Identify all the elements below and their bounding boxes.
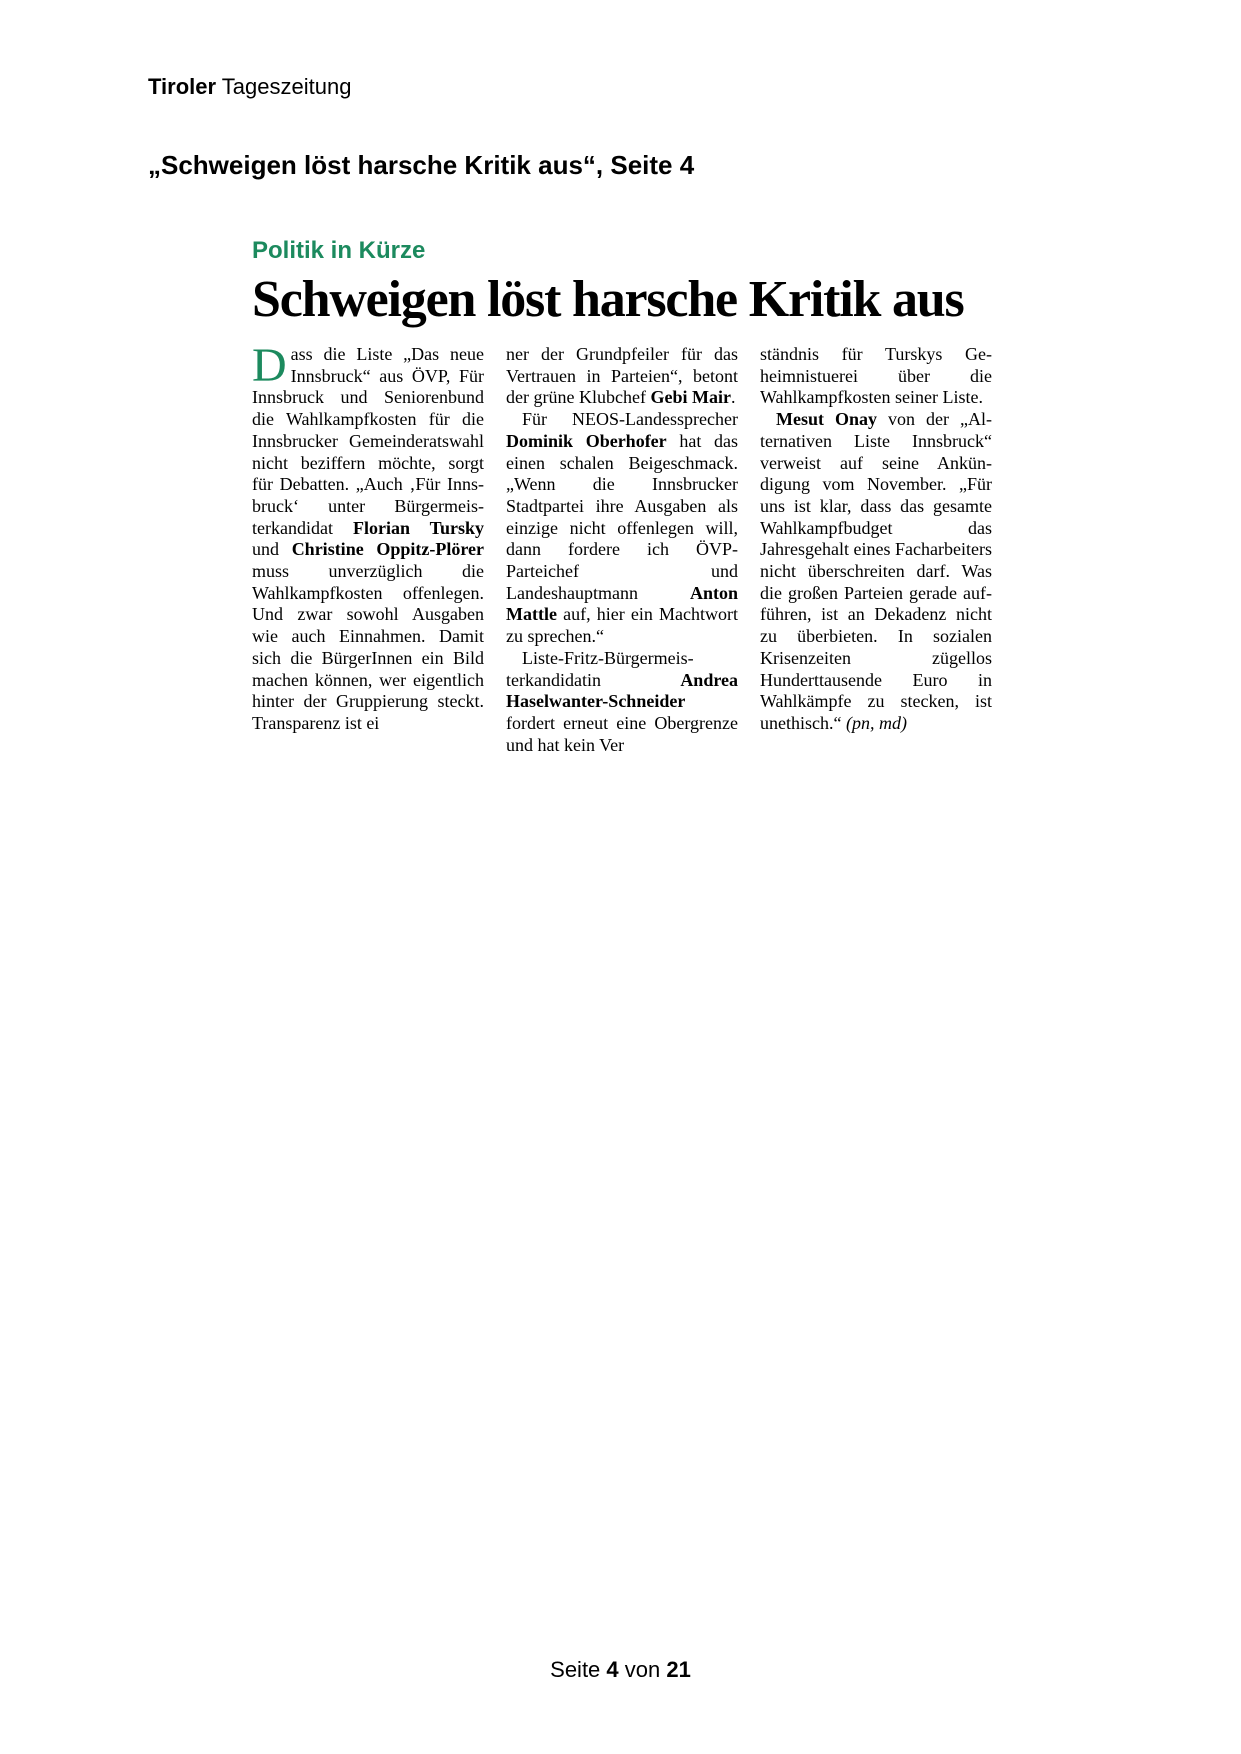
article-column-2 (506, 344, 738, 756)
paragraph (506, 409, 738, 648)
masthead-bold: Tiroler (148, 74, 217, 99)
paragraph (506, 648, 738, 757)
article-rubric: Politik in Kürze (252, 237, 426, 264)
paragraph (760, 409, 992, 735)
text-segment: . (730, 387, 736, 408)
name-andrea-haselwanter-schneider: Andrea Haselwanter-Schneider (506, 669, 738, 712)
footer-page-number: 4 (606, 1657, 619, 1682)
name-dominik-oberhofer: Dominik Oberhofer (506, 430, 667, 451)
masthead-regular: Tageszeitung (216, 74, 352, 99)
name-mesut-onay: Mesut Onay (776, 409, 878, 430)
article-headline: Schweigen löst harsche Kritik aus (252, 271, 964, 328)
text-segment: von der „Alternativen Liste Innsbruck“ verweist auf seine Ankündigung vom November. „Für uns ist klar, dass das gesamte Wahlkampfbudget das Jahresgehalt eines Facharbeiters nicht überschreiten darf. Was die großen Parteien gerade aufführen, ist an Dekadenz nicht zu überbieten. In sozialen Krisenzeiten zügellos Hunderttausende Euro in Wahlkämpfe zu stecken, ist unethisch.“ (760, 409, 992, 733)
text-segment: ner der Grundpfeiler für das Vertrauen in Parteien“, betont der grüne Klubchef (506, 344, 738, 408)
page-footer (0, 1656, 1241, 1684)
article-column-3 (760, 344, 992, 756)
author-credit: (pn, md) (845, 712, 907, 733)
text-segment: und (252, 539, 292, 560)
name-florian-tursky: Florian Tursky (352, 517, 485, 538)
footer-mid: von (618, 1657, 667, 1682)
footer-total-pages: 21 (666, 1657, 691, 1682)
text-segment: Liste-Fritz-Bürgermeisterkandidatin (506, 647, 694, 690)
text-segment: auf, hier ein Machtwort zu sprechen.“ (506, 604, 738, 647)
paragraph (506, 344, 738, 409)
article-clipping (252, 236, 992, 756)
text-segment: Für NEOS-Landessprecher (522, 409, 738, 430)
footer-prefix: Seite (550, 1657, 607, 1682)
document-title: „Schweigen löst harsche Kritik aus“, Seite 4 (148, 150, 695, 180)
name-anton-mattle: Anton Mattle (506, 582, 738, 625)
text-segment: hat das einen schalen Beigeschmack. „Wenn die Innsbrucker Stadtpartei ihre Ausgaben als einzige nicht offenlegen will, dann fordere ich ÖVP-Parteichef und Landeshauptmann (506, 430, 738, 603)
article-columns (252, 339, 992, 756)
paragraph (760, 344, 992, 409)
text-segment: ass die Liste „Das neue Innsbruck“ aus ÖVP, Für Innsbruck und Seniorenbund die Wahlkampfkosten für die Innsbrucker Gemeinderatswahl nicht beziffern möchte, sorgt für Debatten. „Auch ‚Für Innsbruck‘ unter Bürgermeisterkandidat (252, 344, 484, 538)
name-gebi-mair: Gebi Mair (650, 387, 731, 408)
paragraph (252, 339, 485, 735)
text-segment: ständnis für Turskys Geheimnistuerei über die Wahlkampfkosten seiner Liste. (760, 344, 992, 408)
text-segment: muss unverzüglich die Wahlkampfkosten offenlegen. Und zwar sowohl Ausgaben wie auch Einnahmen. Damit sich die BürgerInnen ein Bild machen können, wer eigentlich hinter der Gruppierung steckt. Transparenz ist ei (252, 561, 484, 733)
article-column-1 (252, 339, 485, 756)
text-segment: fordert erneut eine Obergrenze und hat kein Ver (506, 712, 738, 755)
name-christine-oppitz-ploerer: Christine Oppitz-Plörer (291, 539, 485, 560)
dropcap: D (252, 339, 287, 392)
masthead (148, 72, 351, 102)
